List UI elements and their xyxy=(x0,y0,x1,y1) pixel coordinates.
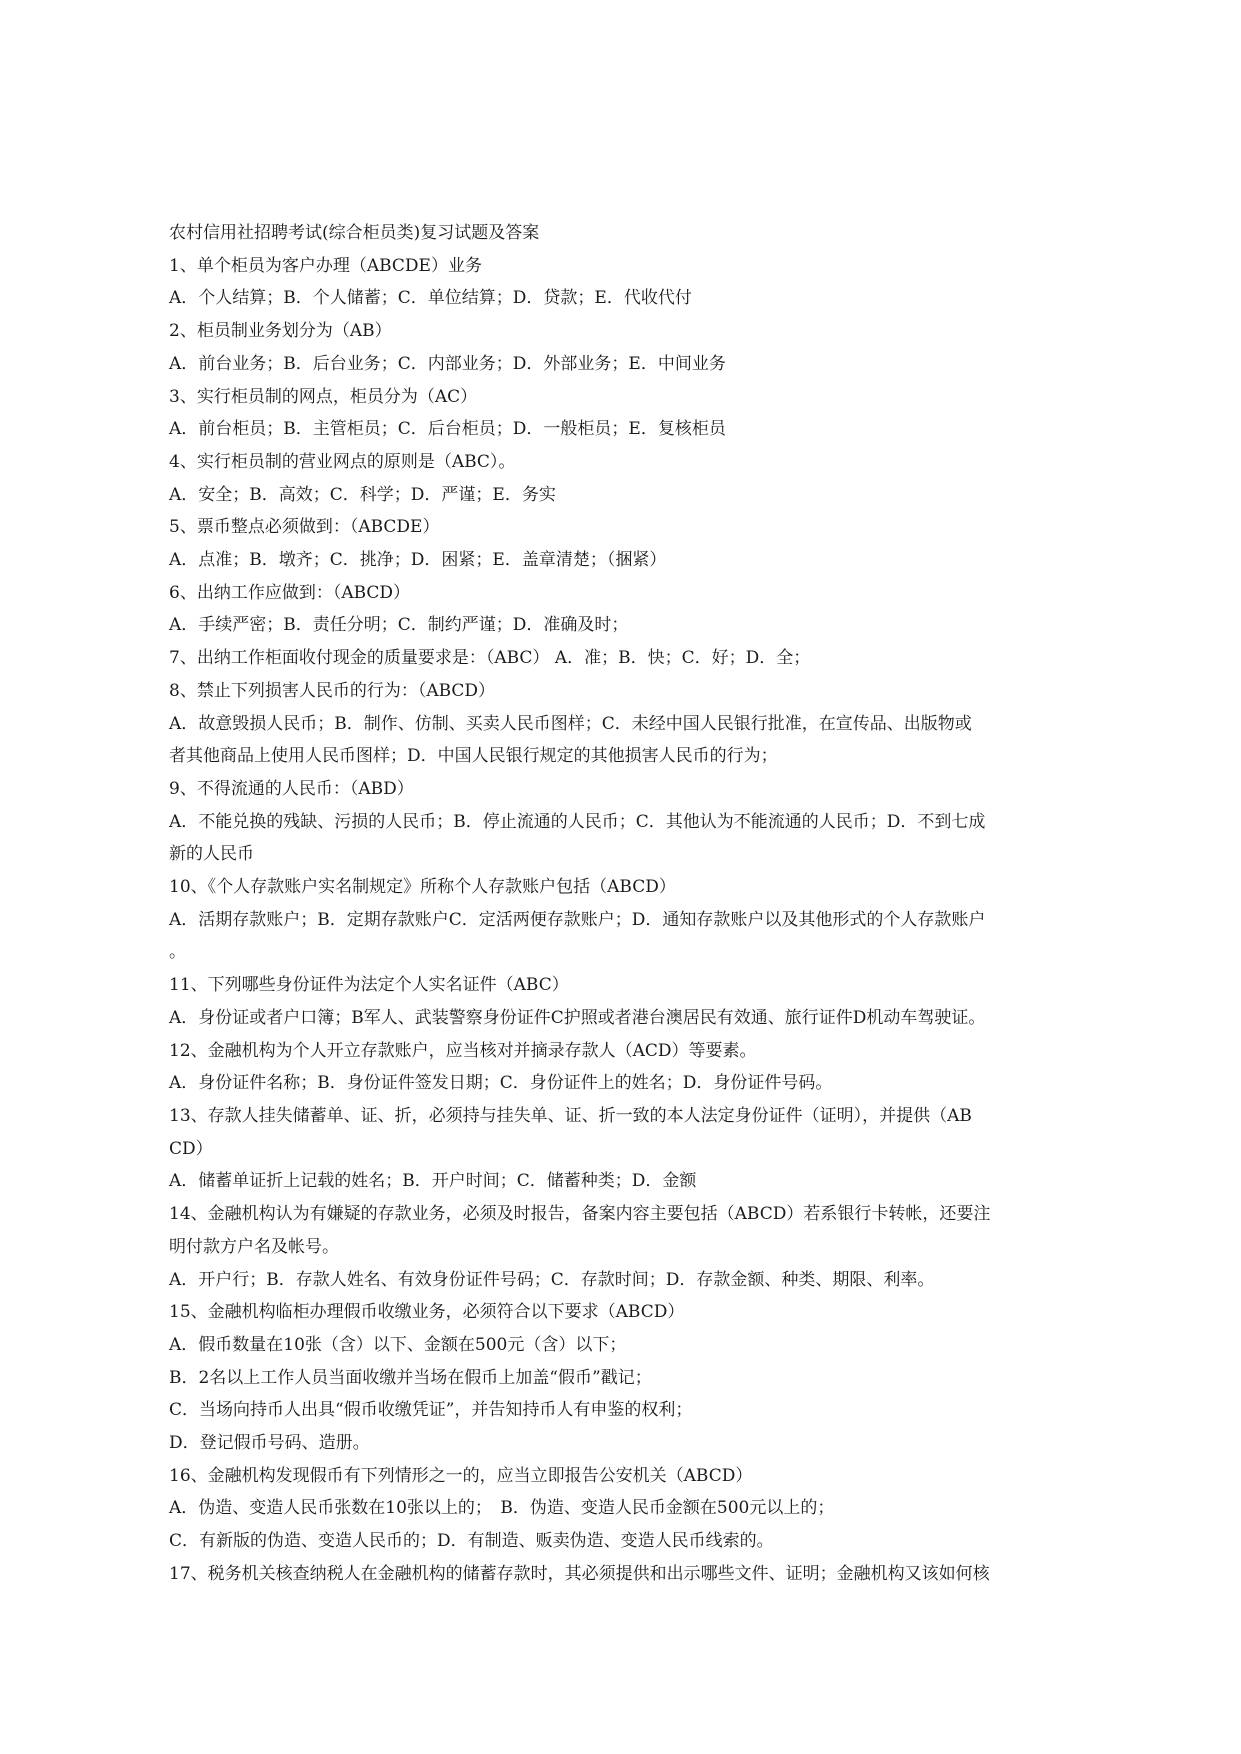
options-15-b: B．2名以上工作人员当面收缴并当场在假币上加盖“假币”戳记； xyxy=(169,1367,652,1388)
question-14-line-1: 14、金融机构认为有嫌疑的存款业务，必须及时报告，备案内容主要包括（ABCD）若系银行卡转帐，还要注 xyxy=(169,1204,991,1225)
options-12: A．身份证件名称；B．身份证件签发日期；C．身份证件上的姓名；D．身份证件号码。 xyxy=(169,1073,833,1094)
question-2: 2、柜员制业务划分为（AB） xyxy=(169,321,392,342)
question-9: 9、不得流通的人民币：（ABD） xyxy=(169,778,414,799)
options-11: A．身份证或者户口簿；B军人、武装警察身份证件C护照或者港台澳居民有效通、旅行证件D机动车驾驶证。 xyxy=(169,1007,986,1028)
question-16: 16、金融机构发现假币有下列情形之一的，应当立即报告公安机关（ABCD） xyxy=(169,1465,753,1486)
options-5: A．点准；B．墩齐；C．挑净；D．困紧；E．盖章清楚；（捆紧） xyxy=(169,550,667,571)
question-13-line-2: CD） xyxy=(169,1138,213,1159)
question-3: 3、实行柜员制的网点，柜员分为（AC） xyxy=(169,386,478,407)
document-title: 农村信用社招聘考试(综合柜员类)复习试题及答案 xyxy=(169,223,540,243)
options-8-line-1: A．故意毁损人民币；B．制作、仿制、买卖人民币图样；C．未经中国人民银行批准，在宣传品、出版物或 xyxy=(169,713,972,734)
options-9-line-1: A．不能兑换的残缺、污损的人民币；B．停止流通的人民币；C．其他认为不能流通的人民币；D．不到七成 xyxy=(169,811,986,832)
options-15-a: A．假币数量在10张（含）以下、金额在500元（含）以下； xyxy=(169,1334,627,1355)
options-15-d: D．登记假币号码、造册。 xyxy=(169,1433,370,1454)
document-page xyxy=(169,217,1074,1591)
options-9-line-2: 新的人民币 xyxy=(169,844,254,865)
question-8: 8、禁止下列损害人民币的行为：（ABCD） xyxy=(169,680,496,701)
question-10: 10、《个人存款账户实名制规定》所称个人存款账户包括（ABCD） xyxy=(169,877,676,898)
question-11: 11、下列哪些身份证件为法定个人实名证件（ABC） xyxy=(169,975,569,996)
options-14: A．开户行；B．存款人姓名、有效身份证件号码；C．存款时间；D．存款金额、种类、期限、利率。 xyxy=(169,1269,935,1290)
options-6: A．手续严密；B．责任分明；C．制约严谨；D．准确及时； xyxy=(169,615,629,636)
options-3: A．前台柜员；B．主管柜员；C．后台柜员；D．一般柜员；E．复核柜员 xyxy=(169,419,726,440)
options-16-line-2: C．有新版的伪造、变造人民币的；D．有制造、贩卖伪造、变造人民币线索的。 xyxy=(169,1531,774,1552)
question-13-line-1: 13、存款人挂失储蓄单、证、折，必须持与挂失单、证、折一致的本人法定身份证件（证明），并提供（AB xyxy=(169,1105,972,1126)
options-13: A．储蓄单证折上记载的姓名；B．开户时间；C．储蓄种类；D．金额 xyxy=(169,1171,697,1192)
options-4: A．安全；B．高效；C．科学；D．严谨；E．务实 xyxy=(169,484,556,505)
question-7: 7、出纳工作柜面收付现金的质量要求是：（ABC） A．准；B．快；C．好；D．全； xyxy=(169,648,811,669)
question-4: 4、实行柜员制的营业网点的原则是（ABC）。 xyxy=(169,451,516,472)
question-15: 15、金融机构临柜办理假币收缴业务，必须符合以下要求（ABCD） xyxy=(169,1302,685,1323)
question-5: 5、票币整点必须做到：（ABCDE） xyxy=(169,517,440,538)
options-16-line-1: A．伪造、变造人民币张数在10张以上的； B．伪造、变造人民币金额在500元以上的； xyxy=(169,1498,835,1519)
question-14-line-2: 明付款方户名及帐号。 xyxy=(169,1236,339,1257)
options-8-line-2: 者其他商品上使用人民币图样；D．中国人民银行规定的其他损害人民币的行为； xyxy=(169,746,778,767)
options-2: A．前台业务；B．后台业务；C．内部业务；D．外部业务；E．中间业务 xyxy=(169,353,726,374)
options-1: A．个人结算；B．个人储蓄；C．单位结算；D．贷款；E．代收代付 xyxy=(169,288,692,309)
options-10-line-1: A．活期存款账户；B．定期存款账户C．定活两便存款账户；D．通知存款账户以及其他形式的个人存款账户 xyxy=(169,909,986,930)
options-15-c: C．当场向持币人出具“假币收缴凭证”，并告知持币人有申鉴的权利； xyxy=(169,1400,693,1421)
question-17: 17、税务机关核查纳税人在金融机构的储蓄存款时，其必须提供和出示哪些文件、证明；金融机构又该如何核 xyxy=(169,1563,990,1584)
question-12: 12、金融机构为个人开立存款账户，应当核对并摘录存款人（ACD）等要素。 xyxy=(169,1040,757,1061)
question-6: 6、出纳工作应做到：（ABCD） xyxy=(169,582,411,603)
options-10-line-2: 。 xyxy=(169,942,186,963)
question-1: 1、单个柜员为客户办理（ABCDE）业务 xyxy=(169,255,482,276)
